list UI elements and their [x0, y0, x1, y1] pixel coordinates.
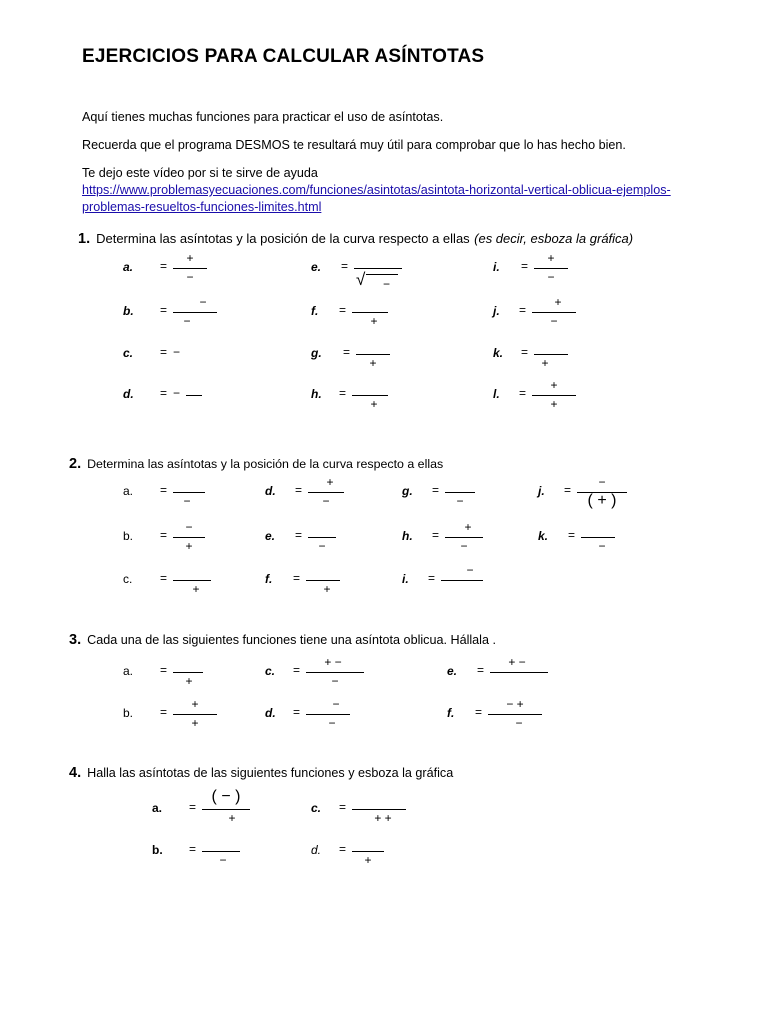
exercise-label: a. [123, 664, 134, 678]
equals-sign: = [339, 842, 347, 856]
equals-sign: = [160, 528, 168, 542]
equals-sign: = [339, 303, 347, 317]
section-2-text: Determina las asíntotas y la posición de la curva respecto a ellas [87, 457, 444, 471]
denominator: + [323, 582, 331, 596]
denominator: − [183, 314, 191, 328]
exercise-label: f. [311, 304, 319, 318]
exercise-label: g. [402, 484, 413, 498]
fraction [202, 788, 250, 828]
denominator: − [515, 716, 523, 730]
fraction [306, 655, 364, 691]
fraction [532, 295, 576, 331]
denominator: − [318, 539, 326, 553]
exercise-label: a. [123, 260, 134, 274]
equals-sign: = [521, 259, 529, 273]
section-2-number: 2. [69, 456, 82, 472]
exercise-2g [402, 475, 502, 511]
exercise-1e [311, 251, 421, 291]
exercise-4d [311, 834, 421, 870]
denominator: + [185, 674, 193, 688]
equals-sign: = [343, 345, 351, 359]
fraction [202, 834, 240, 870]
exercise-1c [123, 337, 223, 373]
section-1-title [78, 230, 633, 248]
exercise-4c [311, 792, 421, 828]
exercise-label: h. [311, 387, 322, 401]
denominator: − [219, 853, 227, 867]
section-1-text: Determina las asíntotas y la posición de la curva respecto a ellas [96, 231, 470, 246]
video-link-line-1[interactable]: https://www.problemasyecuaciones.com/funciones/asintotas/asintota-horizontal-vertical-oblicua-ejemplos- [82, 183, 671, 197]
exercise-label: c. [265, 664, 276, 678]
fraction [488, 697, 542, 733]
fraction [173, 563, 211, 599]
exercise-1l [493, 378, 593, 414]
exercise-label: k. [493, 346, 504, 360]
exercise-2a [123, 475, 223, 511]
exercise-label: e. [311, 260, 322, 274]
denominator: + [370, 314, 378, 328]
exercise-2h [402, 520, 502, 556]
denominator: + [541, 356, 549, 370]
fraction [441, 563, 483, 599]
fraction [308, 475, 344, 511]
equals-sign: = [428, 571, 436, 585]
square-root-icon: √ [356, 270, 366, 289]
denominator: − [456, 494, 464, 508]
intro-line-1: Aquí tienes muchas funciones para practicar el uso de asíntotas. [82, 110, 444, 124]
exercise-label: e. [265, 529, 276, 543]
fraction [352, 378, 388, 414]
equals-sign: = [475, 705, 483, 719]
exercise-label: b. [123, 706, 134, 720]
fraction [306, 563, 340, 599]
exercise-3d [265, 697, 375, 733]
numerator: + [326, 475, 334, 489]
section-4-number: 4. [69, 765, 82, 781]
denominator: + [185, 539, 193, 553]
fraction [173, 295, 217, 331]
exercise-3f [447, 697, 557, 733]
fraction [173, 520, 205, 556]
fraction [352, 834, 384, 870]
numerator: ( − ) [211, 788, 241, 805]
equals-sign: = [564, 483, 572, 497]
exercise-label: c. [123, 346, 134, 360]
exercise-label: a. [123, 484, 134, 498]
equals-sign: = [521, 345, 529, 359]
numerator: − [598, 475, 606, 489]
exercise-1g [311, 337, 411, 373]
intro-line-3: Te dejo este vídeo por si te sirve de ayuda [82, 166, 318, 180]
denominator: ( + ) [587, 492, 617, 509]
equals-sign: = [160, 345, 168, 359]
equals-sign: = [189, 800, 197, 814]
minus-sign: − [173, 386, 181, 400]
denominator: − [331, 674, 339, 688]
exercise-1i [493, 251, 593, 287]
exercise-2c [123, 563, 223, 599]
exercise-label: b. [123, 304, 134, 318]
numerator: + [547, 251, 555, 265]
denominator: − [183, 494, 191, 508]
numerator: − [185, 520, 193, 534]
exercise-2b [123, 520, 223, 556]
section-4-title [69, 764, 453, 782]
exercise-label: h. [402, 529, 413, 543]
exercise-label: j. [538, 484, 545, 498]
exercise-2i [402, 563, 502, 599]
minus-sign: − [383, 277, 391, 291]
exercise-3e [447, 655, 557, 691]
minus-sign: − [173, 345, 181, 359]
section-3-number: 3. [69, 632, 82, 648]
fraction [534, 337, 568, 373]
fraction [577, 475, 627, 511]
denominator: + [228, 811, 236, 825]
exercise-1h [311, 378, 411, 414]
equals-sign: = [341, 259, 349, 273]
section-1-number: 1. [78, 231, 91, 247]
equals-sign: = [519, 303, 527, 317]
fraction [306, 697, 350, 733]
fraction [532, 378, 576, 414]
fraction [581, 520, 615, 556]
equals-sign: = [432, 528, 440, 542]
denominator: − [460, 539, 468, 553]
numerator: − [332, 697, 340, 711]
numerator: + − [508, 655, 526, 669]
exercise-label: g. [311, 346, 322, 360]
exercise-label: i. [402, 572, 409, 586]
equals-sign: = [160, 483, 168, 497]
exercise-1d [123, 378, 223, 414]
fraction [352, 295, 388, 331]
equals-sign: = [293, 663, 301, 677]
denominator: + [369, 356, 377, 370]
numerator: − [466, 563, 474, 577]
exercise-label: f. [265, 572, 273, 586]
exercise-2k [538, 520, 638, 556]
equals-sign: = [160, 571, 168, 585]
equals-sign: = [295, 528, 303, 542]
exercise-label: c. [311, 801, 322, 815]
numerator: + [186, 251, 194, 265]
exercise-3a [123, 655, 223, 691]
exercise-label: c. [123, 572, 133, 586]
exercise-label: d. [311, 843, 322, 857]
equals-sign: = [293, 705, 301, 719]
video-link-line-2[interactable]: problemas-resueltos-funciones-limites.html [82, 200, 322, 214]
equals-sign: = [160, 386, 168, 400]
fraction [445, 475, 475, 511]
fraction [308, 520, 336, 556]
section-2-title [69, 455, 443, 473]
denominator: − [328, 716, 336, 730]
exercise-1a [123, 251, 223, 287]
fraction [173, 251, 207, 287]
fraction [173, 655, 203, 691]
page-title: EJERCICIOS PARA CALCULAR ASÍNTOTAS [82, 46, 485, 67]
equals-sign: = [160, 663, 168, 677]
fraction [173, 697, 217, 733]
exercise-label: l. [493, 387, 500, 401]
fraction [445, 520, 483, 556]
exercise-label: i. [493, 260, 500, 274]
numerator: − [199, 295, 207, 309]
equals-sign: = [293, 571, 301, 585]
numerator: − + [506, 697, 524, 711]
denominator: − [598, 539, 606, 553]
exercise-2d [265, 475, 365, 511]
exercise-2e [265, 520, 365, 556]
numerator: + [191, 697, 199, 711]
equals-sign: = [189, 842, 197, 856]
denominator: + [550, 397, 558, 411]
exercise-label: d. [265, 484, 276, 498]
denominator: + [192, 582, 200, 596]
denominator: + [370, 397, 378, 411]
denominator: + + [374, 811, 392, 825]
fraction [534, 251, 568, 287]
exercise-label: b. [123, 529, 134, 543]
section-1-emphasis: (es decir, esboza la gráfica) [474, 231, 634, 246]
exercise-3b [123, 697, 223, 733]
equals-sign: = [160, 705, 168, 719]
exercise-3c [265, 655, 375, 691]
denominator: − [550, 314, 558, 328]
exercise-1k [493, 337, 593, 373]
equals-sign: = [160, 303, 168, 317]
equals-sign: = [432, 483, 440, 497]
equals-sign: = [519, 386, 527, 400]
section-4-text: Halla las asíntotas de las siguientes funciones y esboza la gráfica [87, 766, 454, 780]
exercise-1b [123, 295, 223, 331]
section-3-title [69, 631, 496, 649]
equals-sign: = [568, 528, 576, 542]
equals-sign: = [477, 663, 485, 677]
fraction [356, 337, 390, 373]
exercise-1j [493, 295, 593, 331]
numerator: + − [324, 655, 342, 669]
exercise-label: d. [265, 706, 276, 720]
denominator: − [186, 270, 194, 284]
fraction [186, 378, 202, 414]
denominator: + [191, 716, 199, 730]
numerator: + [554, 295, 562, 309]
intro-line-2: Recuerda que el programa DESMOS te resultará muy útil para comprobar que lo has hecho bien. [82, 138, 626, 152]
numerator: + [550, 378, 558, 392]
exercise-1f [311, 295, 411, 331]
denominator: + [364, 853, 372, 867]
numerator: + [464, 520, 472, 534]
exercise-label: e. [447, 664, 458, 678]
denominator: − [547, 270, 555, 284]
equals-sign: = [339, 800, 347, 814]
equals-sign: = [160, 259, 168, 273]
exercise-4a [152, 788, 262, 828]
exercise-label: k. [538, 529, 549, 543]
exercise-2f [265, 563, 365, 599]
exercise-label: j. [493, 304, 500, 318]
fraction [352, 792, 406, 828]
equals-sign: = [339, 386, 347, 400]
exercise-label: b. [152, 843, 163, 857]
fraction [490, 655, 548, 691]
fraction [173, 475, 205, 511]
exercise-label: f. [447, 706, 455, 720]
exercise-label: d. [123, 387, 134, 401]
exercise-4b [152, 834, 262, 870]
section-3-text: Cada una de las siguientes funciones tiene una asíntota oblicua. Hállala . [87, 633, 496, 647]
denominator: − [322, 494, 330, 508]
exercise-label: a. [152, 801, 163, 815]
equals-sign: = [295, 483, 303, 497]
exercise-2j [538, 475, 648, 511]
